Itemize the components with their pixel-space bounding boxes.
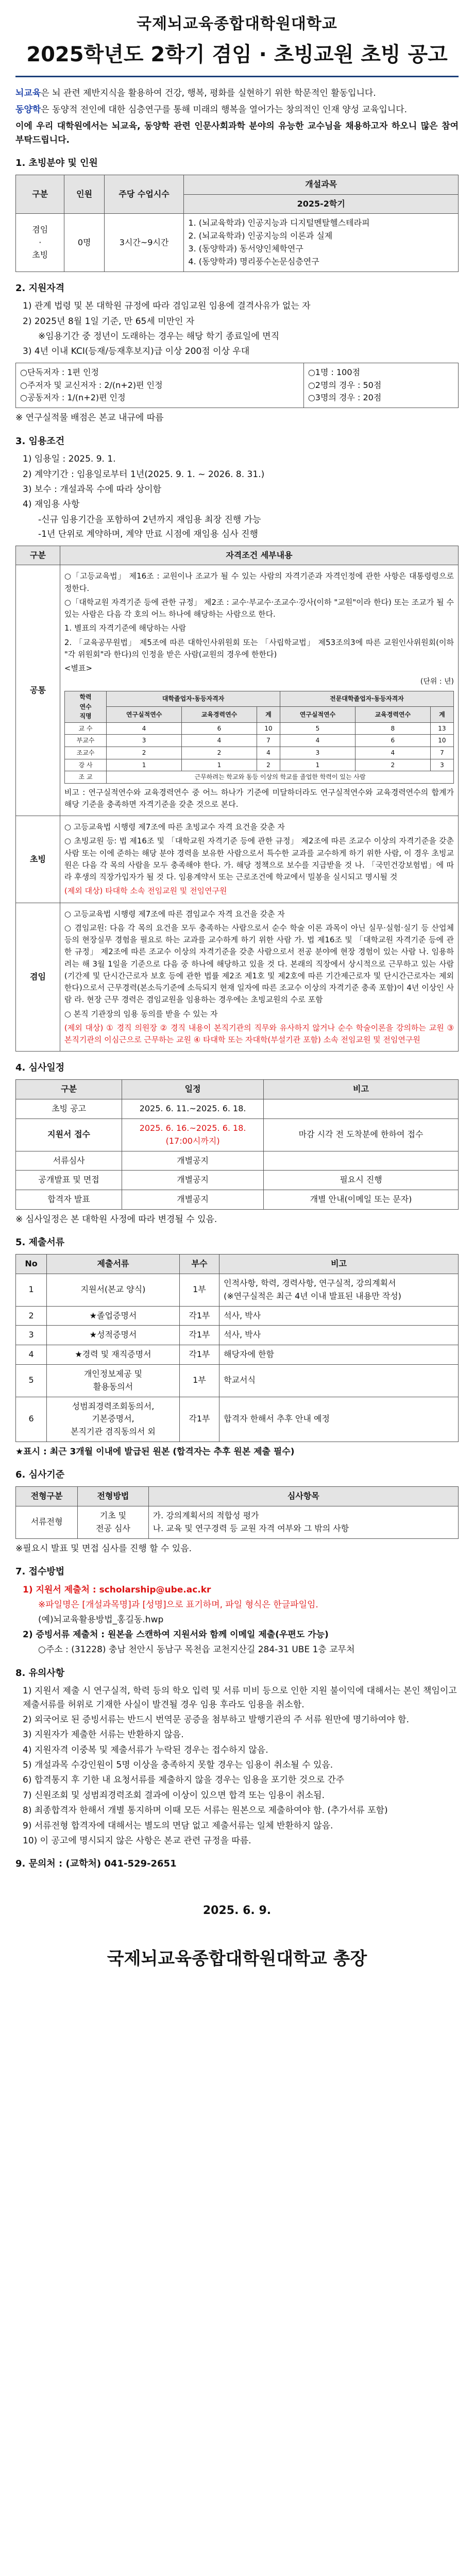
score-note: ※ 연구실적물 배점은 본교 내규에 따름 xyxy=(15,413,164,423)
score-right xyxy=(303,363,458,408)
criteria-items xyxy=(148,1506,458,1538)
score-left-item: ○단독저자 : 1편 인정 xyxy=(20,367,99,377)
cond-subitem: -신규 임용기간을 포함하여 2년까지 재임용 최장 진행 가능 xyxy=(38,514,261,525)
mini-th: 계 xyxy=(257,707,280,722)
mini-table xyxy=(64,691,454,784)
docs-doc: ★성적증명서 xyxy=(47,1326,180,1345)
mini-cell: 조 교 xyxy=(64,771,106,784)
schedule-label: 합격자 발표 xyxy=(16,1190,122,1210)
course-item: 2. (뇌교육학과) 인공지능의 이론과 실제 xyxy=(188,231,333,241)
criteria-row xyxy=(16,1506,459,1538)
schedule-row xyxy=(16,1118,459,1151)
intro-p2-label: 동양학 xyxy=(15,104,41,115)
recruit-th-semester: 2025-2학기 xyxy=(184,194,459,214)
qual-para: ○「대학교원 자격기준 등에 관한 규정」 제2조 : 교수·부교수·조교수·강사(이하 "교원"이라 한다) 또는 조교가 될 수 있는 사람은 다음 각 호의 어느 하나에 해당하는 사람으로 한다. xyxy=(64,597,454,619)
mini-cell: 6 xyxy=(182,722,257,735)
mini-cell: 2 xyxy=(182,747,257,759)
qual-para: <별표> xyxy=(64,664,93,673)
section-8-title: 8. 유의사항 xyxy=(15,1667,65,1679)
docs-doc: 개인정보제공 및 활용동의서 xyxy=(47,1364,180,1397)
mini-th: 학력 연수 직명 xyxy=(64,691,106,722)
intro-p3: 이에 우리 대학원에서는 뇌교육, 동양학 관련 인문사회과학 분야의 유능한 교수님을 채용하고자 하오니 많은 참여 부탁드립니다. xyxy=(15,121,459,145)
schedule-row xyxy=(16,1171,459,1190)
schedule-note xyxy=(264,1151,459,1171)
apply-email-note: ※파일명은 [개설과목명]과 [성명]으로 표기하며, 파일 형식은 한글파일임. xyxy=(38,1600,318,1611)
mini-cell: 4 xyxy=(107,722,182,735)
schedule-label: 초빙 공고 xyxy=(16,1099,122,1119)
apply-post: 2) 증빙서류 제출처 : 원본을 스캔하여 지원서와 함께 이메일 제출(우편도 가능) xyxy=(23,1629,329,1640)
apply-email-link[interactable]: scholarship@ube.ac.kr xyxy=(99,1584,211,1595)
schedule-row xyxy=(16,1190,459,1210)
docs-note-text: ★표시 : 최근 3개월 이내에 발급된 원본 (합격자는 추후 원본 제출 필수) xyxy=(15,1446,295,1457)
header-org: 국제뇌교육종합대학원대학교 xyxy=(137,15,337,33)
docs-row xyxy=(16,1326,459,1345)
qual-item: 2) 2025년 8월 1일 기준, 만 65세 미만인 자 xyxy=(23,316,195,327)
docs-doc: ★졸업증명서 xyxy=(47,1306,180,1326)
schedule-row xyxy=(16,1099,459,1119)
criteria-label: 서류전형 xyxy=(16,1506,78,1538)
schedule-row xyxy=(16,1151,459,1171)
docs-note: 인적사항, 학력, 경력사항, 연구실적, 강의계획서 (※연구실적은 최근 4년 이내 발표된 내용만 작성) xyxy=(219,1274,459,1306)
caution-item: 1) 지원서 제출 시 연구실적, 학력 등의 학오 입력 및 서류 미비 등으로 인한 지원 불이익에 대해서는 본인 책임이고 제출서류를 허위로 기재한 사실이 발견될 경우 임용 후라도 임용을 취소함. xyxy=(23,1686,457,1710)
course-item: 3. (동양학과) 동서양인체학연구 xyxy=(188,243,303,253)
docs-doc: 지원서(본교 양식) xyxy=(47,1274,180,1306)
mini-cell: 4 xyxy=(280,735,356,747)
mini-cell: 13 xyxy=(430,722,453,735)
mini-th: 연구실적연수 xyxy=(107,707,182,722)
qual-para: 2. 「교육공무원법」 제5조에 따른 대학인사위원회 또는 「사립학교법」 제53조의3에 따른 교원인사위원회(이하 "각 위원회"라 한다)의 인정을 받은 사람(교원의 경우에 한한다) xyxy=(64,637,454,659)
schedule-date: 2025. 6. 11.~2025. 6. 18. xyxy=(122,1099,264,1119)
mini-cell: 4 xyxy=(355,747,430,759)
qual-row-adjunct xyxy=(60,903,458,1052)
mini-cell: 1 xyxy=(280,759,356,771)
schedule-date: 개별공지 xyxy=(122,1171,264,1190)
docs-note: 석사, 박사 xyxy=(219,1306,459,1326)
docs-copies: 각1부 xyxy=(179,1397,219,1442)
docs-doc: 성범죄경력조회동의서, 기본증명서, 본직기관 겸직동의서 외 xyxy=(47,1397,180,1442)
docs-no: 6 xyxy=(16,1397,47,1442)
schedule-date: 개별공지 xyxy=(122,1190,264,1210)
cond-item: 1) 임용일 : 2025. 9. 1. xyxy=(23,454,116,465)
mini-cell: 10 xyxy=(257,722,280,735)
criteria-th: 전형구분 xyxy=(16,1487,78,1506)
recruit-count: 0명 xyxy=(64,214,104,272)
qual-row-common xyxy=(60,565,458,816)
qual-row-label: 초빙 xyxy=(16,816,60,903)
docs-note: 학교서식 xyxy=(219,1364,459,1397)
section-3-title: 3. 임용조건 xyxy=(15,435,65,447)
mini-cell: 3 xyxy=(280,747,356,759)
qual-para: ○ 겸임교원: 다음 각 목의 요건을 모두 충족하는 사람으로서 순수 학술 이론 과목이 아닌 실무·실험·실기 등 산업체 등의 현장실무 경험을 필요로 하는 교과를 교수하게 하기 위한 사람 가. 법 제16조 및 「대학교원 자격기준 등에 관한 규정」 제2조에 따른 조교수 이상의 자격기준을 갖춘 사람으로서 전공 분야에 현장 경험이 있는 사람 나. 임용하려는 해 3월 1일을 기준으로 다음 중 하나에 해당하고 있을 것 다. 본래의 직장에서 상시적으로 근무하고 있는 사람(기간제 및 단시간근로자 보호 등에 관한 법률 제2조 제1호 및 제2호에 따른 기간제근로자 및 단시간근로자는 제외한다)으로서 근무경력(본소득기준에 소득되지 현재 일자에 따른 조교수 이상의 자격기준 충족 포함)이 4년 이상인 사람 라. 현장 근무 경력은 겸임교원을 임용하는 경우에는 초빙교원의 수로 포함 xyxy=(64,923,454,1005)
mini-cell: 근무하려는 학교와 동등 이상의 학교를 졸업한 학력이 있는 사람 xyxy=(107,771,454,784)
mini-cell: 5 xyxy=(280,722,356,735)
docs-row xyxy=(16,1364,459,1397)
criteria-item: 나. 교육 및 연구경력 등 교원 자격 여부와 그 밖의 사항 xyxy=(153,1523,349,1533)
recruit-th-count: 인원 xyxy=(64,175,104,214)
caution-item: 8) 최종합격자 한해서 개별 통지하며 이때 모든 서류는 원본으로 제출하여야 함. (추가서류 포함) xyxy=(23,1805,388,1816)
cond-subitem: -1년 단위로 계약하며, 계약 만료 시점에 재임용 심사 진행 xyxy=(38,529,258,540)
qual-row-label: 공통 xyxy=(16,565,60,816)
mini-cell: 1 xyxy=(107,759,182,771)
mini-cell: 조교수 xyxy=(64,747,106,759)
mini-cell: 4 xyxy=(257,747,280,759)
qual-item: 1) 관계 법령 및 본 대학원 규정에 따라 겸임교원 임용에 결격사유가 없는 자 xyxy=(23,301,311,312)
docs-note: 석사, 박사 xyxy=(219,1326,459,1345)
section-2-title: 2. 지원자격 xyxy=(15,282,65,294)
course-item: 1. (뇌교육학과) 인공지능과 디지털멘탈헬스테라피 xyxy=(188,218,370,228)
criteria-table xyxy=(15,1486,459,1538)
schedule-note: 필요시 진행 xyxy=(264,1171,459,1190)
section-1-title: 1. 초빙분야 및 인원 xyxy=(15,157,98,168)
mini-th: 교육경력연수 xyxy=(182,707,257,722)
qual-item: 3) 4년 이내 KCI(등재/등재후보지)급 이상 200점 이상 우대 xyxy=(23,346,250,357)
mini-cell: 부교수 xyxy=(64,735,106,747)
schedule-th: 비고 xyxy=(264,1080,459,1099)
caution-item: 3) 지원자가 제출한 서류는 반환하지 않음. xyxy=(23,1730,184,1740)
mini-row xyxy=(64,771,453,784)
mini-th: 대학졸업자·동등자격자 xyxy=(107,691,280,706)
docs-copies: 1부 xyxy=(179,1364,219,1397)
section-5-title: 5. 제출서류 xyxy=(15,1237,65,1248)
mini-cell: 2 xyxy=(107,747,182,759)
mini-unit: (단위 : 년) xyxy=(420,677,454,686)
recruit-hours: 3시간~9시간 xyxy=(104,214,184,272)
recruit-courses xyxy=(184,214,459,272)
schedule-th: 구분 xyxy=(16,1080,122,1099)
docs-no: 5 xyxy=(16,1364,47,1397)
docs-th: 비고 xyxy=(219,1255,459,1274)
docs-no: 4 xyxy=(16,1345,47,1365)
mini-cell: 8 xyxy=(355,722,430,735)
section-6-title: 6. 심사기준 xyxy=(15,1469,65,1481)
mini-row xyxy=(64,747,453,759)
mini-row xyxy=(64,735,453,747)
mini-cell: 7 xyxy=(430,747,453,759)
qual-row-invited xyxy=(60,816,458,903)
docs-th: 부수 xyxy=(179,1255,219,1274)
docs-note: 합격자 한해서 추후 안내 예정 xyxy=(219,1397,459,1442)
docs-copies: 각1부 xyxy=(179,1326,219,1345)
recruit-category: 겸임 · 초빙 xyxy=(16,214,64,272)
docs-th: 제출서류 xyxy=(47,1255,180,1274)
caution-item: 9) 서류전형 합격자에 대해서는 별도의 면담 없고 제출서류는 일체 반환하지 않음. xyxy=(23,1820,333,1831)
docs-note: 해당자에 한함 xyxy=(219,1345,459,1365)
qual-row-label: 겸임 xyxy=(16,903,60,1052)
apply-email-example: (예)뇌교육활용방법_홍길동.hwp xyxy=(38,1614,164,1625)
footer-date: 2025. 6. 9. xyxy=(202,1904,272,1918)
qual-para: 1. 별표의 자격기준에 해당하는 사람 xyxy=(64,623,187,633)
recruit-table xyxy=(15,175,459,272)
caution-item: 10) 이 공고에 명시되지 않은 사항은 본교 관련 규정을 따름. xyxy=(23,1835,251,1846)
score-right-item: ○1명 : 100점 xyxy=(308,367,360,377)
docs-doc: ★경력 및 재직증명서 xyxy=(47,1345,180,1365)
criteria-th: 전형방법 xyxy=(78,1487,148,1506)
schedule-date: 2025. 6. 16.~2025. 6. 18. (17:00시까지) xyxy=(122,1118,264,1151)
intro-p1-text: 은 뇌 관련 제반지식을 활용하여 건강, 행복, 평화를 실현하기 위한 학문적인 활동입니다. xyxy=(41,88,376,98)
page-title: 2025학년도 2학기 겸임 · 초빙교원 초빙 공고 xyxy=(26,42,448,66)
qual-para: ○ 고등교육법 시행령 제7조에 따른 초빙교수 자격 요건을 갖춘 자 xyxy=(64,822,285,832)
mini-cell: 2 xyxy=(355,759,430,771)
docs-th: No xyxy=(16,1255,47,1274)
criteria-note: ※필요시 발표 및 면접 심사를 진행 할 수 있음. xyxy=(15,1543,192,1554)
qual-note: ※임용기간 중 정년이 도래하는 경우는 해당 학기 종료일에 면직 xyxy=(38,331,280,342)
mini-th: 연구실적연수 xyxy=(280,707,356,722)
header xyxy=(15,12,459,77)
section-9-title: 9. 문의처 : (교학처) 041-529-2651 xyxy=(15,1858,177,1870)
docs-no: 3 xyxy=(16,1326,47,1345)
mini-row xyxy=(64,759,453,771)
qual-detail-th-category: 구분 xyxy=(16,546,60,565)
score-left-item: ○주저자 및 교신저자 : 2/(n+2)편 인정 xyxy=(20,380,163,390)
mini-cell: 6 xyxy=(355,735,430,747)
recruit-th-hours: 주당 수업시수 xyxy=(104,175,184,214)
mini-cell: 7 xyxy=(257,735,280,747)
score-left xyxy=(16,363,304,408)
docs-row xyxy=(16,1274,459,1306)
cond-item: 4) 재임용 사항 xyxy=(23,499,80,510)
cond-item: 3) 보수 : 개설과목 수에 따라 상이함 xyxy=(23,484,162,495)
cond-item: 2) 계약기간 : 임용일로부터 1년(2025. 9. 1. ~ 2026. 8. 31.) xyxy=(23,469,265,480)
course-item: 4. (동양학과) 명리풍수논문심층연구 xyxy=(188,256,319,266)
caution-item: 2) 외국어로 된 증빙서류는 반드시 번역문 공증을 첨부하고 발행기관의 주 서류 원만에 명기하여야 함. xyxy=(23,1715,409,1725)
section-7-title: 7. 접수방법 xyxy=(15,1566,65,1577)
mini-row xyxy=(64,722,453,735)
mini-th: 교육경력연수 xyxy=(355,707,430,722)
qual-para: ○「고등교육법」 제16조 : 교원이나 조교가 될 수 있는 사람의 자격기준과 자격인정에 관한 사항은 대통령령으로 정한다. xyxy=(64,571,454,593)
criteria-item: 가. 강의계획서의 적합성 평가 xyxy=(153,1510,259,1520)
schedule-label: 지원서 접수 xyxy=(16,1118,122,1151)
docs-no: 2 xyxy=(16,1306,47,1326)
docs-row xyxy=(16,1397,459,1442)
schedule-label: 공개발표 및 면접 xyxy=(16,1171,122,1190)
header-rule xyxy=(15,76,459,77)
mini-th: 계 xyxy=(430,707,453,722)
mini-cell: 교 수 xyxy=(64,722,106,735)
caution-item: 4) 지원자격 이중복 및 제출서류가 누락된 경우는 접수하지 않음. xyxy=(23,1744,268,1755)
criteria-method: 기초 및 전공 심사 xyxy=(78,1506,148,1538)
caution-item: 5) 개설과목 수강인원이 5명 이상을 충족하지 못할 경우는 임용이 취소될 수 있음. xyxy=(23,1760,333,1771)
mini-cell: 2 xyxy=(257,759,280,771)
schedule-note: 개별 안내(이메일 또는 문자) xyxy=(264,1190,459,1210)
schedule-label: 서류심사 xyxy=(16,1151,122,1171)
section-4-title: 4. 심사일정 xyxy=(15,1062,65,1074)
docs-copies: 각1부 xyxy=(179,1306,219,1326)
docs-row xyxy=(16,1306,459,1326)
qual-para: (제외 대상) ① 경직 의원장 ② 경직 내용이 본직기관의 직무와 유사하지 않거나 순수 학술이론을 강의하는 교원 ③ 본직기관의 이심근으로 근무하는 교원 ④ 타대학 또는 자대학(부설기관 포함) 소속 전임교원 및 전임연구원 xyxy=(64,1023,454,1045)
caution-item: 7) 신원조회 및 성범죄경력조회 결과에 이상이 있으면 합격 또는 임용이 취소됨. xyxy=(23,1790,325,1801)
qual-detail-th-content: 자격조건 세부내용 xyxy=(60,546,458,565)
mini-cell: 강 사 xyxy=(64,759,106,771)
caution-item: 6) 합격통지 후 기한 내 요청서류를 제출하지 않을 경우는 임용을 포기한 것으로 간주 xyxy=(23,1775,345,1786)
documents-table xyxy=(15,1254,459,1442)
schedule-date: 개별공지 xyxy=(122,1151,264,1171)
recruit-th-category: 구분 xyxy=(16,175,64,214)
apply-post-addr: ○주소 : (31228) 충남 천안시 동남구 목천읍 교천지산길 284-31 UBE 1층 교무처 xyxy=(38,1645,355,1655)
docs-copies: 1부 xyxy=(179,1274,219,1306)
qual-para: ○ 본직 기관장의 임용 동의를 받을 수 있는 자 xyxy=(64,1009,218,1019)
mini-cell: 1 xyxy=(182,759,257,771)
docs-no: 1 xyxy=(16,1274,47,1306)
qual-para: (제외 대상) 타대학 소속 전임교원 및 전임연구원 xyxy=(64,886,227,896)
mini-cell: 3 xyxy=(107,735,182,747)
apply-email-label: 1) 지원서 제출처 : xyxy=(23,1584,99,1595)
mini-note: 비고 : 연구실적연수와 교육경력연수 중 어느 하나가 기준에 미달하더라도 연구실적연수와 교육경력연수의 합계가 해당 기준을 충족하면 자격기준을 갖춘 것으로 본다. xyxy=(64,787,454,809)
intro-p2-text: 은 동양적 전인에 대한 심층연구를 통해 미래의 행복을 열어가는 창의적인 인재 양성 교육입니다. xyxy=(41,104,407,115)
schedule-note xyxy=(264,1099,459,1119)
apply-email xyxy=(23,1583,459,1597)
qual-para: ○ 초빙교원 등: 법 제16조 및 「대학교원 자격기준 등에 관한 규정」 제2조에 따른 조교수 이상의 자격기준을 갖춘 사람 또는 이에 준하는 해당 분야 경력을 보유한 사람으로서 특수한 교과를 교수하게 하기 위한 사람, 이 경우 초빙교원은 다음 각 목의 사람을 모두 충족해야 한다. 가. 해당 정책으로 보수를 지급받을 것 나. 「국민건강보험법」에 따라 후생의 직장가입자가 될 것 다. 임용계약서 또는 근로조건에 학교에서 밀봉을 실시되고 명시될 것 xyxy=(64,836,454,882)
footer-org: 국제뇌교육종합대학원대학교 총장 xyxy=(107,1948,367,1970)
intro-p2 xyxy=(15,103,459,116)
score-left-item: ○공동저자 : 1/(n+2)편 인정 xyxy=(20,393,126,403)
criteria-th: 심사항목 xyxy=(148,1487,458,1506)
mini-cell: 3 xyxy=(430,759,453,771)
score-table xyxy=(15,363,459,408)
mini-cell: 4 xyxy=(182,735,257,747)
mini-th: 전문대학졸업자·동등자격자 xyxy=(280,691,454,706)
qual-para: ○ 고등교육법 시행령 제7조에 따른 겸임교수 자격 요건을 갖춘 자 xyxy=(64,909,285,919)
schedule-note: 마감 시각 전 도착분에 한하여 접수 xyxy=(264,1118,459,1151)
score-right-item: ○2명의 경우 : 50점 xyxy=(308,380,382,390)
schedule-table xyxy=(15,1079,459,1210)
qual-detail-table xyxy=(15,546,459,1052)
intro-p1 xyxy=(15,87,459,100)
score-right-item: ○3명의 경우 : 20점 xyxy=(308,393,382,403)
mini-cell: 10 xyxy=(430,735,453,747)
docs-row xyxy=(16,1345,459,1365)
schedule-note-text: ※ 심사일정은 본 대학원 사정에 따라 변경될 수 있음. xyxy=(15,1214,217,1225)
docs-copies: 각1부 xyxy=(179,1345,219,1365)
intro-p1-label: 뇌교육 xyxy=(15,88,41,98)
schedule-th: 일정 xyxy=(122,1080,264,1099)
recruit-th-courses: 개설과목 xyxy=(184,175,459,194)
